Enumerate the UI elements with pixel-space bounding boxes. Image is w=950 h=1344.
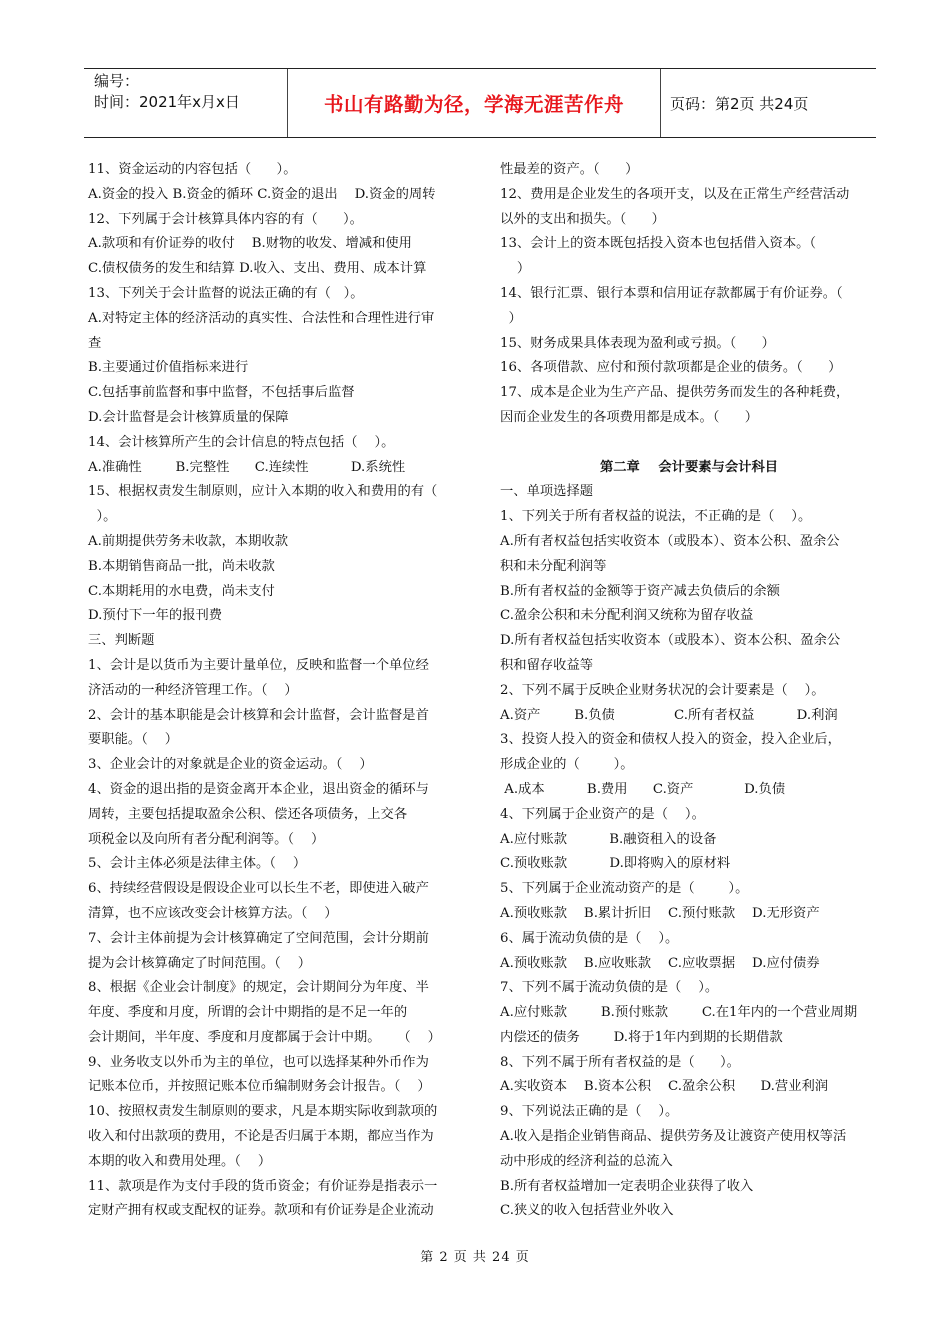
text-line: ）	[500, 261, 531, 277]
header-number-label: 编号：	[94, 72, 140, 90]
text-line: A.款项和有价证券的收付 B.财物的收发、增减和使用	[88, 236, 412, 252]
text-line: 记账本位币，并按照记账本位币编制财务会计报告。（ ）	[88, 1079, 431, 1095]
text-line: A.所有者权益包括实收资本（或股本）、资本公积、盈余公	[500, 533, 840, 549]
text-line: 6、持续经营假设是假设企业可以长生不老，即使进入破产	[88, 881, 429, 897]
text-line: A.应付账款 B.融资租入的设备	[500, 831, 717, 847]
header-divider	[660, 69, 661, 137]
text-line: 14、会计核算所产生的会计信息的特点包括（ ）。	[88, 434, 395, 450]
text-line: 14、银行汇票、银行本票和信用证存款都属于有价证券。（	[500, 285, 843, 301]
text-line: A.应付账款 B.预付账款 C.在1年内的一个营业周期	[500, 1005, 858, 1021]
text-line: 会计期间，半年度、季度和月度都属于会计中期。 （ ）	[88, 1029, 441, 1045]
text-line: 济活动的一种经济管理工作。（ ）	[88, 682, 298, 698]
text-line: 4、资金的退出指的是资金离开本企业，退出资金的循环与	[88, 781, 429, 797]
text-line: D.所有者权益包括实收资本（或股本）、资本公积、盈余公	[500, 633, 841, 649]
text-line: 3、投资人投入的资金和债权人投入的资金，投入企业后，	[500, 732, 841, 748]
text-line: 1、会计是以货币为主要计量单位，反映和监督一个单位经	[88, 657, 429, 673]
text-line: C.包括事前监督和事中监督，不包括事后监督	[88, 385, 355, 401]
text-line: 形成企业的（ ）。	[500, 757, 634, 773]
text-line: 7、会计主体前提为会计核算确定了空间范围，会计分期前	[88, 930, 429, 946]
text-line: C.预收账款 D.即将购入的原材料	[500, 856, 731, 872]
text-line: 8、下列不属于所有者权益的是（ ）。	[500, 1054, 740, 1070]
text-line: ）	[500, 310, 522, 326]
text-line: 周转，主要包括提取盈余公积、偿还各项债务，上交各	[88, 806, 408, 822]
text-line: 以外的支出和损失。（ ）	[500, 211, 665, 227]
text-line: A.实收资本 B.资本公积 C.盈余公积 D.营业利润	[500, 1079, 829, 1095]
text-line: A.收入是指企业销售商品、提供劳务及让渡资产使用权等活	[500, 1129, 847, 1145]
header-meta	[94, 69, 286, 137]
header-page-label: 页码：第2页 共24页	[670, 94, 809, 113]
text-line: 12、下列属于会计核算具体内容的有（ ）。	[88, 211, 363, 227]
text-line: 动中形成的经济利益的总流入	[500, 1153, 673, 1169]
text-line: 17、成本是企业为生产产品、提供劳务而发生的各种耗费，	[500, 385, 850, 401]
text-line: 5、下列属于企业流动资产的是（ ）。	[500, 881, 749, 897]
text-line: 4、下列属于企业资产的是（ ）。	[500, 806, 705, 822]
text-line: A.资金的投入 B.资金的循环 C.资金的退出 D.资金的周转	[88, 186, 436, 202]
text-line: 提为会计核算确定了时间范围。（ ）	[88, 955, 312, 971]
text-line: ）。	[88, 509, 117, 525]
header-time-label: 时间：2021年x月x日	[94, 93, 240, 111]
text-line: 5、会计主体必须是法律主体。（ ）	[88, 856, 307, 872]
text-line: B.所有者权益增加一定表明企业获得了收入	[500, 1178, 754, 1194]
text-line: C.盈余公积和未分配利润又统称为留存收益	[500, 608, 754, 624]
text-line: A.准确性 B.完整性 C.连续性 D.系统性	[88, 459, 406, 475]
text-line: 清算，也不应该改变会计核算方法。（ ）	[88, 905, 338, 921]
text-line: C.债权债务的发生和结算 D.收入、支出、费用、成本计算	[88, 261, 427, 277]
text-line: 9、业务收支以外币为主的单位，也可以选择某种外币作为	[88, 1054, 429, 1070]
text-line: 定财产拥有权或支配权的证券。款项和有价证券是企业流动	[88, 1203, 434, 1219]
text-line: 三、判断题	[88, 633, 155, 649]
text-line: 1、下列关于所有者权益的说法，不正确的是（ ）。	[500, 509, 812, 525]
text-line: 13、下列关于会计监督的说法正确的有（ ）。	[88, 285, 364, 301]
text-line: 内偿还的债务 D.将于1年内到期的长期借款	[500, 1029, 783, 1045]
text-line: 性最差的资产。（ ）	[500, 162, 639, 177]
text-line: 12、费用是企业发生的各项开支，以及在正常生产经营活动	[500, 186, 850, 202]
text-line: B.主要通过价值指标来进行	[88, 360, 249, 376]
text-line: 本期的收入和费用处理。（ ）	[88, 1153, 272, 1169]
text-line: 6、属于流动负债的是（ ）。	[500, 930, 679, 946]
text-line: 年度、季度和月度，所谓的会计中期指的是不足一年的	[88, 1005, 408, 1021]
text-line: A.预收账款 B.应收账款 C.应收票据 D.应付债券	[500, 955, 820, 971]
text-line: 7、下列不属于流动负债的是（ ）。	[500, 980, 719, 996]
text-line: D.会计监督是会计核算质量的保障	[88, 409, 289, 425]
text-line: B.所有者权益的金额等于资产减去负债后的余额	[500, 583, 780, 599]
text-line: 2、会计的基本职能是会计核算和会计监督，会计监督是首	[88, 707, 429, 723]
text-line: 11、款项是作为支付手段的货币资金；有价证券是指表示一	[88, 1178, 438, 1194]
text-line: 11、资金运动的内容包括（ ）。	[88, 162, 297, 177]
text-line: 项税金以及向所有者分配利润等。（ ）	[88, 831, 325, 847]
text-line: 10、按照权责发生制原则的要求，凡是本期实际收到款项的	[88, 1104, 438, 1120]
text-line: 一、单项选择题	[500, 484, 594, 500]
text-line: 因而企业发生的各项费用都是成本。（ ）	[500, 409, 759, 425]
text-line: 15、根据权责发生制原则，应计入本期的收入和费用的有（	[88, 484, 438, 500]
right-column	[500, 158, 878, 1224]
text-line: 积和未分配利润等	[500, 558, 607, 574]
text-line: B.本期销售商品一批，尚未收款	[88, 558, 275, 574]
text-line: A.预收账款 B.累计折旧 C.预付账款 D.无形资产	[500, 905, 820, 921]
blank-line	[500, 431, 878, 456]
header-motto: 书山有路勤为径，学海无涯苦作舟	[323, 93, 624, 116]
text-line: 查	[88, 335, 102, 351]
text-line: 3、企业会计的对象就是企业的资金运动。（ ）	[88, 757, 373, 773]
text-line: 8、根据《企业会计制度》的规定，会计期间分为年度、半	[88, 980, 429, 996]
text-line: A.成本 B.费用 C.资产 D.负债	[500, 781, 786, 797]
text-line: 第二章 会计要素与会计科目	[599, 459, 779, 475]
page-header	[84, 68, 876, 138]
text-line: 要职能。（ ）	[88, 732, 179, 748]
text-line: 2、下列不属于反映企业财务状况的会计要素是（ ）。	[500, 682, 825, 698]
text-line: 16、各项借款、应付和预付款项都是企业的债务。（ ）	[500, 360, 842, 376]
text-line: 积和留存收益等	[500, 657, 594, 673]
text-line: D.预付下一年的报刊费	[88, 608, 223, 624]
page-footer: 第 2 页 共 24 页	[420, 1250, 530, 1265]
text-line: 13、会计上的资本既包括投入资本也包括借入资本。（	[500, 236, 817, 252]
text-line: A.资产 B.负债 C.所有者权益 D.利润	[500, 707, 838, 723]
text-line: 15、财务成果具体表现为盈利或亏损。（ ）	[500, 335, 775, 351]
text-line: C.狭义的收入包括营业外收入	[500, 1203, 674, 1219]
text-line: 收入和付出款项的费用，不论是否归属于本期，都应当作为	[88, 1129, 434, 1145]
left-column	[88, 158, 466, 1224]
text-line: 9、下列说法正确的是（ ）。	[500, 1104, 679, 1120]
text-line: A.前期提供劳务未收款，本期收款	[88, 533, 288, 549]
text-line: A.对特定主体的经济活动的真实性、合法性和合理性进行审	[88, 310, 435, 326]
text-line: C.本期耗用的水电费，尚未支付	[88, 583, 275, 599]
